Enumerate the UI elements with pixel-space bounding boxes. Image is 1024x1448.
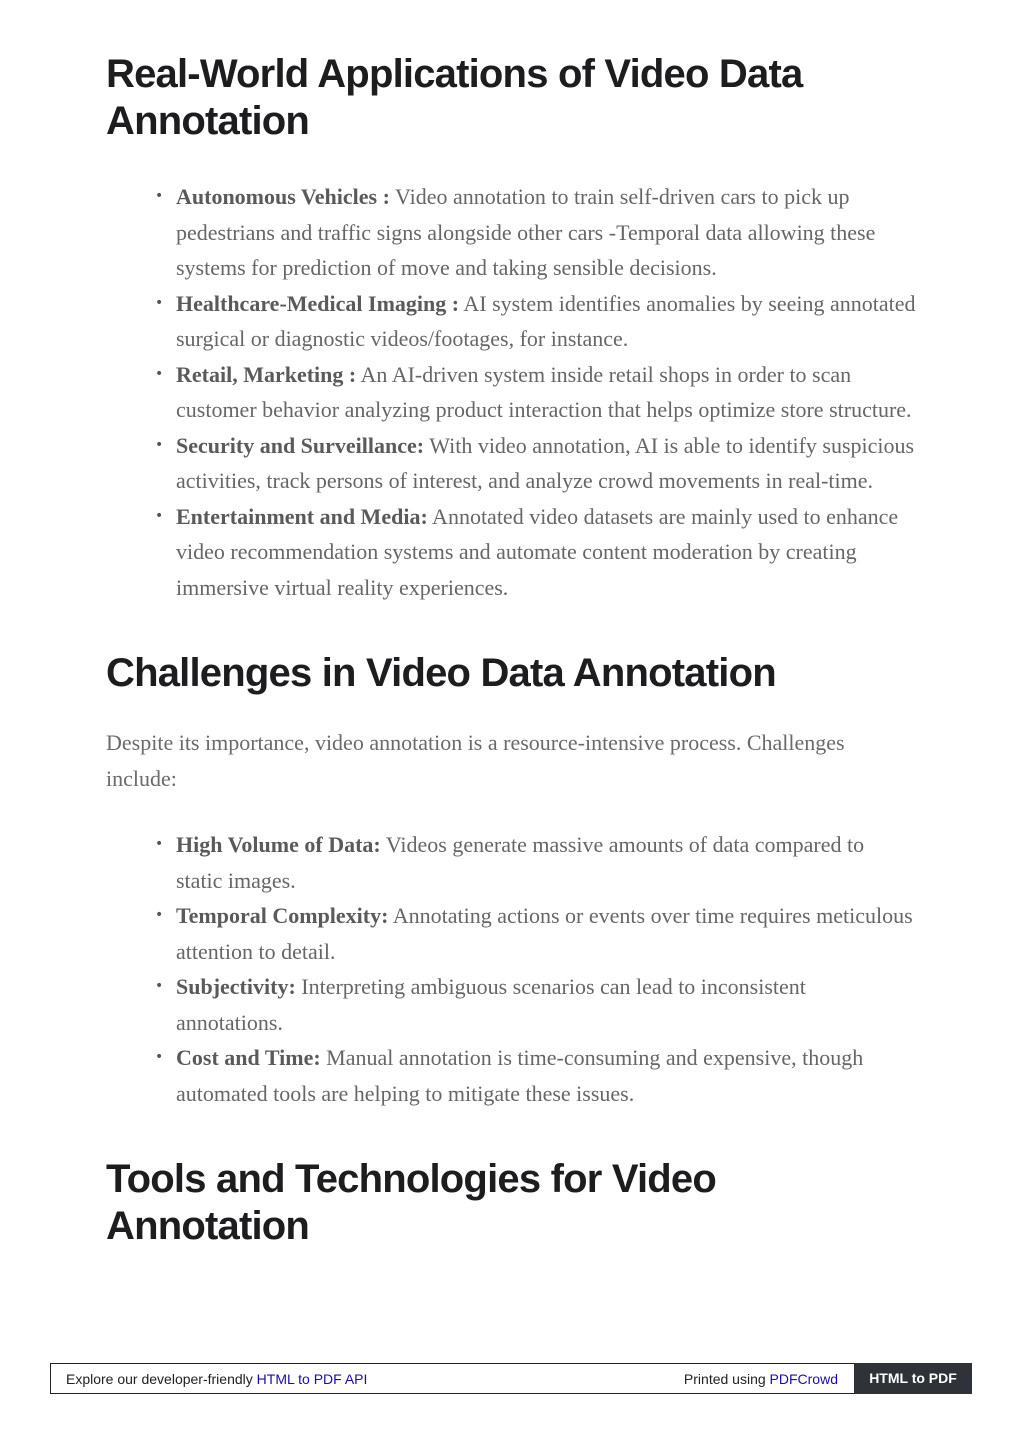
list-item-text: Manual annotation is time-consuming and expensive, though automated tools are helping to mitigate these issues. (176, 1045, 864, 1106)
html-to-pdf-api-link[interactable]: HTML to PDF API (256, 1371, 368, 1387)
list-item-term: Retail, Marketing : (176, 361, 357, 387)
list-item-term: Cost and Time: (176, 1045, 321, 1070)
pdfcrowd-link[interactable]: PDFCrowd (769, 1371, 838, 1387)
challenges-list (106, 827, 916, 1111)
list-item (176, 827, 916, 898)
list-item (176, 179, 916, 286)
list-item-text: Videos generate massive amounts of data compared to static images. (176, 832, 865, 893)
list-item (176, 499, 916, 606)
list-item-term: Security and Surveillance: (176, 432, 425, 458)
list-item (176, 357, 916, 428)
list-item (176, 898, 916, 969)
heading-line: Annotation (106, 1204, 310, 1248)
list-item-text: Video annotation to train self-driven cars to pick up pedestrians and traffic signs alongside other cars -Temporal data allowing these systems for prediction of move and taking sensible decisions. (176, 184, 876, 280)
footer-right (684, 1371, 838, 1387)
section-heading-tools (106, 1156, 916, 1250)
list-item (176, 1040, 916, 1111)
list-item-text: Annotated video datasets are mainly used to enhance video recommendation systems and automate content moderation by creating immersive virtual reality experiences. (176, 503, 899, 600)
heading-line: Real-World Applications of Video Data (106, 52, 803, 96)
footer-left (66, 1371, 367, 1387)
list-item-text: With video annotation, AI is able to identify suspicious activities, track persons of interest, and analyze crowd movements in real-time. (176, 432, 915, 493)
list-item-text: Annotating actions or events over time requires meticulous attention to detail. (176, 903, 913, 964)
pdfcrowd-footer-bar (50, 1363, 972, 1394)
section-heading-applications (106, 51, 916, 145)
list-item-term: Autonomous Vehicles : (176, 184, 390, 209)
footer-left-text: Explore our developer-friendly (66, 1371, 257, 1387)
footer-right-text: Printed using (683, 1371, 770, 1387)
list-item-term: Healthcare-Medical Imaging : (176, 290, 460, 316)
challenges-intro: Despite its importance, video annotation is a resource-intensive process. Challenges include: (106, 730, 845, 791)
section-heading-challenges: Challenges in Video Data Annotation (106, 651, 776, 695)
list-item-text: An AI-driven system inside retail shops in order to scan customer behavior analyzing product interaction that helps optimize store structure. (176, 361, 912, 422)
list-item-term: Subjectivity: (176, 974, 296, 999)
list-item (176, 428, 916, 499)
list-item-text: AI system identifies anomalies by seeing annotated surgical or diagnostic videos/footages, for instance. (176, 290, 916, 351)
heading-line: Tools and Technologies for Video (106, 1157, 717, 1201)
heading-line: Annotation (106, 99, 310, 143)
list-item-term: Entertainment and Media: (176, 503, 428, 529)
list-item-term: Temporal Complexity: (176, 903, 389, 928)
applications-list (106, 179, 916, 605)
list-item (176, 969, 916, 1040)
html-to-pdf-badge[interactable]: HTML to PDF (854, 1363, 972, 1394)
list-item-term: High Volume of Data: (176, 832, 381, 857)
list-item-text: Interpreting ambiguous scenarios can lead to inconsistent annotations. (176, 974, 806, 1035)
article-content (106, 0, 916, 1250)
list-item (176, 286, 916, 357)
